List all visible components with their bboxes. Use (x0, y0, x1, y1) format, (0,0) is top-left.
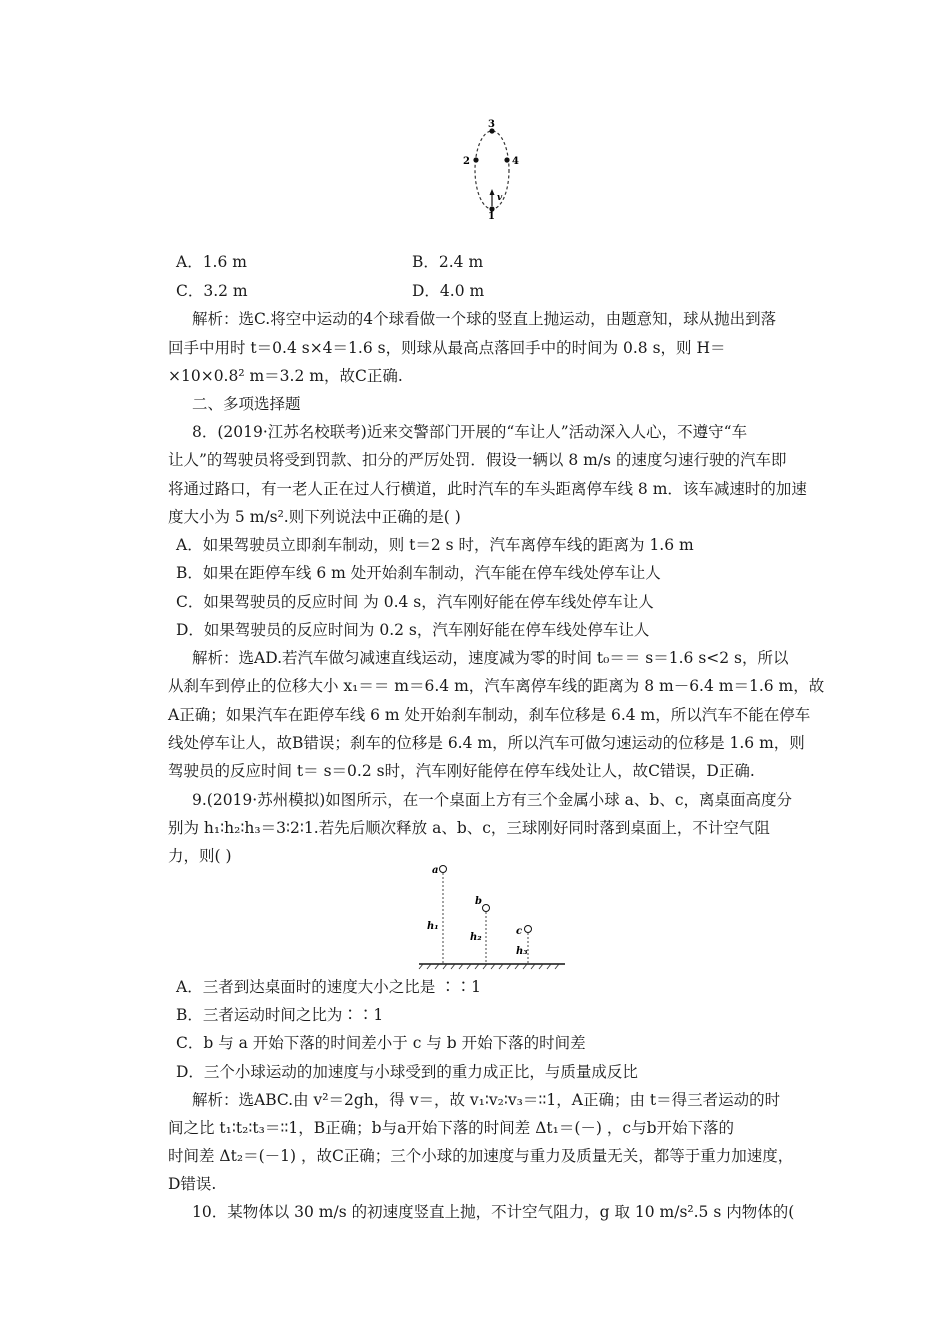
q9-stem-line: 9.(2019·苏州模拟)如图所示，在一个桌面上方有三个金属小球 a、b、c，离桌面高度分 (192, 791, 793, 809)
label-3: 3 (488, 119, 495, 130)
velocity-arrowhead (490, 189, 495, 195)
q7-option-d: D．4.0 m (412, 282, 485, 300)
three-balls-figure (415, 860, 570, 972)
q8-stem-line: 度大小为 5 m/s².则下列说法中正确的是( ) (168, 508, 461, 526)
q9-option-c: C．b 与 a 开始下落的时间差小于 c 与 b 开始下落的时间差 (176, 1034, 586, 1052)
q9-option-a: A．三者到达桌面时的速度大小之比是 ∶∶1 (176, 978, 481, 996)
q8-solution-line: 解析：选AD.若汽车做匀减速直线运动，速度减为零的时间 t₀＝＝ s＝1.6 s<2 s，所以 (192, 649, 789, 667)
q7-option-c: C．3.2 m (176, 282, 248, 300)
label-a: a (432, 865, 439, 876)
section-heading: 二、多项选择题 (192, 395, 301, 413)
q9-stem-line: 力，则( ) (168, 847, 232, 865)
q10-stem-line: 10．某物体以 30 m/s 的初速度竖直上抛，不计空气阻力，g 取 10 m/s².5 s 内物体的( (192, 1203, 795, 1221)
label-c: c (516, 926, 523, 937)
label-h1: h₁ (427, 921, 439, 932)
q8-solution-line: 驾驶员的反应时间 t＝ s＝0.2 s时，汽车刚好能停在停车线处让人，故C错误，D正确. (168, 762, 755, 780)
q9-option-d: D．三个小球运动的加速度与小球受到的重力成正比，与质量成反比 (176, 1063, 638, 1081)
q8-stem-line: 将通过路口，有一老人正在过人行横道，此时汽车的车头距离停车线 8 m．该车减速时的加速 (168, 480, 807, 498)
q8-option-d: D．如果驾驶员的反应时间为 0.2 s，汽车刚好能在停车线处停车让人 (176, 621, 650, 639)
q8-option-a: A．如果驾驶员立即刹车制动，则 t＝2 s 时，汽车离停车线的距离为 1.6 m (176, 536, 694, 554)
q8-solution-line: 从刹车到停止的位移大小 x₁＝＝ m＝6.4 m，汽车离停车线的距离为 8 m－6.4 m＝1.6 m，故 (168, 677, 825, 695)
q8-option-b: B．如果在距停车线 6 m 处开始刹车制动，汽车能在停车线处停车让人 (176, 564, 661, 582)
q8-solution-line: 线处停车让人，故B错误；刹车的位移是 6.4 m，所以汽车可做匀速运动的位移是 1.6 m，则 (168, 734, 805, 752)
ball-a (440, 866, 447, 873)
juggling-figure (455, 118, 525, 220)
q9-solution-line: D错误. (168, 1175, 217, 1193)
q8-stem-line: 8．(2019·江苏名校联考)近来交警部门开展的“车让人”活动深入人心，不遵守“车 (192, 423, 748, 441)
q7-solution-line: 回手中用时 t＝0.4 s×4＝1.6 s，则球从最高点落回手中的时间为 0.8 s，则 H＝ (168, 339, 726, 357)
q9-solution-line: 时间差 Δt₂＝(－1) ，故C正确；三个小球的加速度与重力及质量无关，都等于重力加速度， (168, 1147, 794, 1165)
ball-c (525, 926, 532, 933)
label-h2: h₂ (470, 932, 482, 943)
q8-solution-line: A正确；如果汽车在距停车线 6 m 处开始刹车制动，刹车位移是 6.4 m，所以汽车不能在停车 (168, 706, 811, 724)
q7-solution-line: ×10×0.8² m＝3.2 m，故C正确. (168, 367, 403, 385)
label-h3: h₃ (516, 946, 528, 957)
label-1: 1 (488, 211, 495, 220)
label-b: b (475, 896, 482, 907)
ball-b (483, 905, 490, 912)
ball-2 (473, 157, 478, 162)
q9-stem-line: 别为 h₁∶h₂∶h₃＝3∶2∶1.若先后顺次释放 a、b、c，三球刚好同时落到桌面上，不计空气阻 (168, 819, 770, 837)
label-v: v (497, 193, 503, 203)
q9-solution-line: 解析：选ABC.由 v²＝2gh，得 v＝，故 v₁∶v₂∶v₃＝∶∶1，A正确；由 t＝得三者运动的时 (192, 1091, 781, 1109)
label-2: 2 (463, 156, 470, 167)
q8-stem-line: 让人”的驾驶员将受到罚款、扣分的严厉处罚．假设一辆以 8 m/s 的速度匀速行驶的汽车即 (168, 451, 787, 469)
q8-option-c: C．如果驾驶员的反应时间 为 0.4 s，汽车刚好能在停车线处停车让人 (176, 593, 654, 611)
q9-solution-line: 间之比 t₁∶t₂∶t₃＝∶∶1，B正确；b与a开始下落的时间差 Δt₁＝(－) ，c与b开始下落的 (168, 1119, 734, 1137)
q7-option-a: A．1.6 m (176, 253, 247, 271)
q9-option-b: B．三者运动时间之比为∶∶1 (176, 1006, 384, 1024)
label-4: 4 (512, 156, 519, 167)
ball-4 (504, 157, 509, 162)
q7-solution-line: 解析：选C.将空中运动的4个球看做一个球的竖直上抛运动，由题意知，球从抛出到落 (192, 310, 777, 328)
q7-option-b: B．2.4 m (412, 253, 484, 271)
